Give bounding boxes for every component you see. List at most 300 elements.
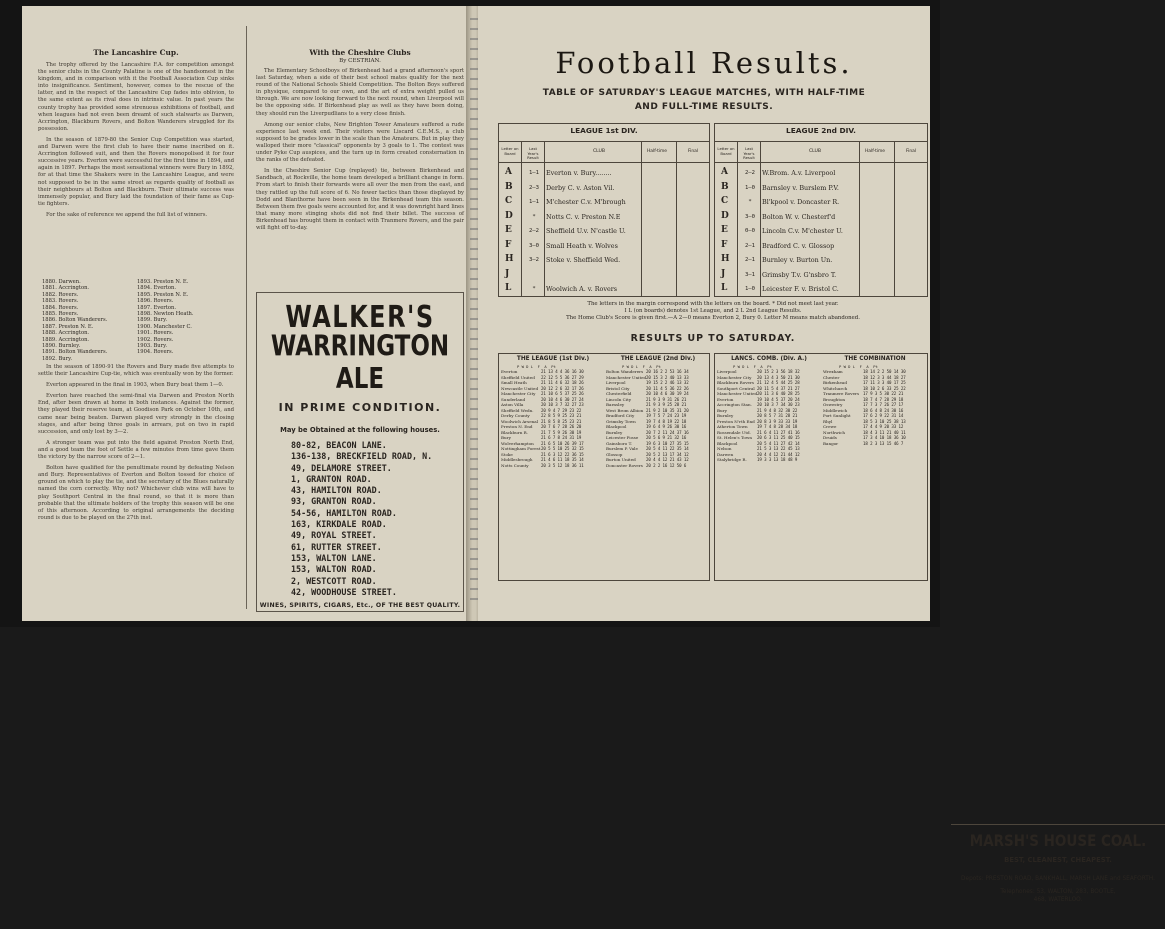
- ad-house: 43, HAMILTON ROAD.: [291, 485, 382, 496]
- last-year-result: 3—0: [744, 213, 756, 220]
- team-name: Birkenhead: [823, 380, 847, 385]
- team-name: Everton: [717, 396, 734, 402]
- last-year-result: 1—0: [744, 184, 756, 191]
- team-name: Bristol City: [606, 385, 630, 391]
- team-stats: 17 3 4 10 18 36 10: [863, 435, 906, 440]
- team-name: Blackburn R.: [501, 429, 529, 435]
- team-name: Northwich: [823, 429, 846, 435]
- winner-entry: 1882. Rovers.: [42, 291, 79, 298]
- hdr-club: CLUB: [592, 149, 606, 154]
- match-row: [499, 195, 709, 210]
- table-header: P W D L F A Pt: [606, 364, 661, 369]
- board-letter: H: [505, 254, 514, 264]
- team-stats: 18 14 2 2 50 14 30: [863, 369, 906, 374]
- last-year-result: 1—1: [528, 199, 540, 205]
- board-letter: J: [721, 268, 726, 279]
- winner-row: [42, 356, 232, 362]
- match-row: [715, 239, 927, 254]
- ad-footer: WINES, SPIRITS, CIGARS, Etc., OF THE BEST QUALITY.: [259, 602, 461, 610]
- team-stats: 20 5 4 11 27 42 14: [757, 440, 800, 446]
- team-name: Sheffield United: [501, 374, 535, 380]
- lancashire-para-4: In the season of 1890-91 the Rovers and Bury made five attempts to settle their Lancashire Cup-tie, which was eventually won by the former.: [38, 364, 234, 378]
- cheshire-heading: With the Cheshire Clubs: [309, 48, 411, 57]
- last-year-result: *: [532, 286, 536, 292]
- team-name: Bury: [717, 407, 727, 413]
- team-name: Everton: [501, 369, 518, 374]
- table-row: [501, 463, 605, 469]
- ad-condition: IN PRIME CONDITION.: [278, 401, 442, 414]
- marsh-telephones: [951, 888, 1165, 905]
- hdr-last: Last Year's Result: [527, 146, 539, 161]
- team-name: Preston N'rth End: [717, 418, 755, 424]
- marsh-heading: MARSH'S HOUSE COAL.: [969, 831, 1147, 851]
- team-name: Doncaster Rovers: [606, 462, 643, 468]
- last-year-result: 1—1: [528, 170, 540, 176]
- match-row: [499, 239, 709, 254]
- cheshire-article: [256, 48, 464, 232]
- team-name: Bangor: [823, 440, 839, 446]
- winner-entry: 1899. Bury.: [137, 317, 168, 324]
- team-name: Manchester City: [501, 391, 536, 396]
- table-row: [717, 457, 821, 463]
- team-name: Wrexham: [823, 369, 843, 374]
- team-name: Chesterfield: [606, 391, 632, 396]
- match-row: [499, 181, 709, 196]
- league-2-title: LEAGUE 2nd DIV.: [786, 126, 856, 135]
- league-1-title: LEAGUE 1st DIV.: [570, 126, 638, 135]
- team-name: Wolverhampton: [501, 440, 534, 446]
- board-letter: C: [505, 196, 513, 206]
- match-row: [499, 166, 709, 181]
- team-stats: 20 8 5 7 31 28 21: [757, 413, 798, 418]
- league-1st-div-table: [501, 356, 605, 468]
- fixture: Grimsby T.v. G'nsbro T.: [762, 270, 837, 279]
- league-2nd-div-table: [606, 356, 710, 468]
- team-stats: 20 7 6 7 28 26 20: [541, 424, 582, 429]
- team-stats: 19 6 3 10 27 35 15: [646, 440, 689, 446]
- team-name: Atherton Town: [717, 424, 748, 429]
- lancashire-para-3: For the sake of reference we append the full list of winners.: [46, 211, 208, 218]
- match-row: [499, 268, 709, 283]
- team-name: Rhyl: [823, 418, 833, 424]
- team-name: Bradford City: [606, 413, 635, 418]
- team-name: Nelson: [717, 446, 732, 451]
- table-title: THE COMBINATION: [844, 356, 906, 362]
- marsh-depots: Depots: PRESTON ROAD, BANKHALL, MARSH LANE and SEAFORTH.: [961, 876, 1155, 882]
- ad-house: 136-138, BRECKFIELD ROAD, N.: [291, 451, 433, 462]
- table-title: THE LEAGUE (2nd Div.): [620, 356, 696, 362]
- board-letter: C: [721, 196, 729, 206]
- winner-entry: 1884. Rovers.: [42, 304, 79, 311]
- team-stats: 20 4 4 12 21 44 12: [757, 451, 800, 457]
- board-letter: J: [505, 268, 510, 279]
- ad-house: 61, RUTTER STREET.: [291, 541, 382, 552]
- match-row: [715, 268, 927, 283]
- hdr-last: Last Year's Result: [743, 146, 755, 161]
- team-stats: 22 8 5 9 25 23 21: [541, 413, 582, 418]
- lancashire-para-6: Everton have reached the semi-final via Darwen and Preston North End, after been drawn at home in both instances. Against the former, they played their reserve team, at Goodison Park on October 10th, and came near being beaten. Darwen played very strongly in the closing stages, and after being three goals in arrears, put on two in rapid succession, and only lost by 3—2.: [38, 393, 234, 435]
- team-stats: 17 7 3 7 26 27 17: [863, 402, 904, 407]
- subtitle-line-1: TABLE OF SATURDAY'S LEAGUE MATCHES, WITH HALF-TIME: [542, 88, 866, 98]
- winner-entry: [137, 356, 232, 362]
- team-name: Woolwich Arsenal: [501, 418, 539, 424]
- last-year-result: 2—1: [744, 242, 756, 249]
- team-stats: 21 9 3 9 25 28 21: [646, 402, 687, 407]
- team-name: Notts County: [501, 462, 529, 468]
- lancashire-para-8: Bolton have qualified for the penultimate round by defeating Nelson and Bury. Representatives of Everton and Bolton tossed for choice of ground on which to play the tie, and the secretary of the Blues naturally named the corn correctly. Why not? Whichever club wins will have to play Southport Central in the final round, so that it is more than probable that the ultimate holders of the trophy this season will be one of this afternoon. According to original arrangements the deciding round is due to be played on the 27th inst.: [38, 465, 234, 521]
- team-name: Rossendale Utd.: [717, 429, 751, 435]
- team-stats: 19 7 4 8 28 34 18: [757, 424, 798, 429]
- team-name: Accrington Stan.: [717, 402, 752, 407]
- board-key-note: [498, 301, 928, 323]
- team-name: Preston N. End: [501, 424, 533, 429]
- lancashire-para-2: In the season of 1879-80 the Senior Cup Competition was started, and Darwen were the first club to have their name inscribed on it. Accrington followed suit, and then the Rovers monopolised it for four successive years. Everton were successful for the first time in 1894, and again in 1897. Perhaps the most sensational winners were Bury in 1892, for at that time the Shakers were in the Lancashire League, and were not supposed to be in the same street as regards quality of football as their neighbours at Bolton and Blackburn. Their ultimate success was immensely popular, and Bury laid the foundation of their fame as Cup-tie fighters.: [38, 136, 234, 207]
- ad-house: 153, WALTON LANE.: [291, 552, 377, 563]
- winner-entry: 1895. Preston N. E.: [137, 291, 189, 298]
- team-name: Chester: [823, 374, 840, 380]
- team-name: Liverpool: [717, 369, 737, 374]
- match-row: [715, 166, 927, 181]
- fixture: Bradford C. v. Glossop: [762, 241, 835, 250]
- lancashire-continued: [38, 364, 234, 522]
- last-year-result: 3—2: [528, 257, 540, 263]
- team-stats: 21 11 4 6 32 18 26: [541, 380, 584, 385]
- last-year-result: 1—0: [744, 286, 756, 292]
- fixture: Sheffield U.v. N'castle U.: [546, 227, 626, 235]
- team-name: Oswestry: [823, 402, 843, 407]
- table-row: [823, 441, 927, 447]
- team-stats: 18 4 3 11 21 40 11: [863, 429, 906, 435]
- team-stats: 19 7 4 8 19 22 18: [646, 418, 687, 424]
- team-stats: 17 11 3 3 40 17 25: [863, 380, 906, 385]
- winner-entry: 1902. Rovers.: [137, 336, 174, 343]
- board-letter: L: [505, 283, 512, 293]
- team-name: Whitchurch: [823, 385, 848, 391]
- fixture: Small Heath v. Wolves: [546, 241, 618, 250]
- team-name: Small Heath: [501, 380, 527, 385]
- fixture: Lincoln C.v. M'chester U.: [762, 227, 843, 235]
- team-stats: 21 7 5 9 26 30 19: [541, 429, 582, 435]
- team-name: Liverpool: [606, 380, 626, 385]
- winner-entry: 1901. Rovers.: [137, 330, 174, 337]
- league-1-header: [499, 141, 709, 163]
- team-name: Manchester United: [606, 374, 647, 380]
- last-year-result: 2—1: [744, 257, 756, 263]
- hdr-final: Final: [687, 149, 699, 154]
- table-header: P W D L F A Pt: [823, 364, 878, 369]
- team-name: Gainsboro T.: [606, 440, 632, 446]
- team-stats: 21 9 3 9 31 26 21: [646, 396, 687, 402]
- team-stats: 20 5 5 10 25 32 15: [541, 446, 584, 451]
- subtitle-line-2: AND FULL-TIME RESULTS.: [634, 102, 774, 112]
- hdr-half: Half-time: [646, 149, 668, 154]
- team-name: Burslem P. Vale: [606, 446, 638, 451]
- board-letter: D: [721, 210, 729, 221]
- team-stats: 20 5 2 13 17 34 12: [646, 451, 689, 457]
- winner-entry: 1880. Darwen.: [42, 279, 81, 285]
- team-stats: 18 12 3 3 44 18 27: [863, 374, 906, 380]
- note-line-2: I L (on boards) denotes 1st League, and 2 L 2nd League Results.: [624, 308, 802, 315]
- winner-entry: 1898. Newton Heath.: [137, 311, 194, 318]
- league-tables-box: [498, 353, 710, 581]
- lancashire-heading: The Lancashire Cup.: [93, 48, 179, 57]
- winner-entry: 1889. Accrington.: [42, 336, 90, 343]
- league-1st-div-box: [498, 123, 710, 297]
- league-2nd-div-box: [714, 123, 928, 297]
- table-row: [606, 463, 710, 469]
- walkers-ale-advert: [256, 292, 464, 612]
- ad-house: 80-82, BEACON LANE.: [291, 440, 387, 450]
- team-stats: 18 5 3 10 25 38 13: [863, 418, 906, 424]
- fixture: Stoke v. Sheffield Wed.: [546, 256, 621, 264]
- team-stats: 20 2 2 16 12 50 6: [646, 462, 687, 468]
- team-stats: 21 4 6 11 18 35 14: [541, 457, 584, 462]
- board-letter: E: [505, 225, 512, 235]
- cheshire-para-1: The Elementary Schoolboys of Birkenhead had a grand afternoon's sport last Saturday, when a side of their best school mates qualify for the next round of the National Schools Shield Competition. The Bolton Boys suffered in physique, compared to our own, and the art of extra weight pulled us through. We are now looking forward to the next round, when Liverpool will be the opposing side. If Birkenhead play as well as they have been doing, they should run the Liverpudlians to a very close finish.: [256, 68, 464, 117]
- team-name: Nottingham Forest: [501, 446, 541, 451]
- ad-house: 2, WESTCOTT ROAD.: [291, 575, 377, 586]
- team-stats: 21 9 4 8 32 30 22: [757, 407, 798, 413]
- team-name: Blackpool: [606, 424, 627, 429]
- team-name: Sunderland: [501, 396, 526, 402]
- team-name: Broughton: [823, 396, 846, 402]
- winner-entry: 1890. Burnley.: [42, 343, 81, 350]
- table-title: LANCS. COMB. (Div. A.): [731, 356, 807, 362]
- winner-entry: 1894. Everton.: [137, 285, 176, 292]
- team-name: Middlesbrough: [501, 457, 533, 462]
- match-row: [499, 224, 709, 239]
- ad-house: 49, ROYAL STREET.: [291, 530, 377, 541]
- team-name: Blackpool: [717, 440, 738, 446]
- team-stats: 18 6 4 8 24 30 16: [863, 407, 904, 413]
- hdr-letter: Letter on Board: [717, 146, 735, 156]
- team-name: Druids: [823, 435, 837, 440]
- match-row: [715, 195, 927, 210]
- winner-entry: 1891. Bolton Wanderers.: [42, 349, 108, 356]
- fixture: Bl'kpool v. Doncaster R.: [762, 198, 840, 206]
- winner-entry: 1903. Bury.: [137, 343, 168, 350]
- winner-entry: 1893. Preston N. E.: [137, 279, 189, 285]
- winner-entry: 1900. Manchester C.: [137, 323, 192, 330]
- combination-table: [823, 356, 927, 446]
- winner-entry: 1885. Rovers.: [42, 311, 79, 318]
- team-name: Stoke: [501, 451, 513, 457]
- team-stats: 20 11 4 5 36 22 26: [646, 385, 689, 391]
- team-stats: 21 13 4 4 36 16 30: [541, 369, 584, 374]
- marsh-coal-advert: [951, 824, 1165, 929]
- hdr-final: Final: [905, 149, 917, 154]
- team-name: Derby County: [501, 413, 530, 418]
- team-name: Newcastle United: [501, 385, 539, 391]
- team-name: Blackburn Rovers: [717, 380, 755, 385]
- team-stats: 20 8 3 9 33 33 19: [757, 418, 798, 424]
- last-year-result: 2—2: [744, 170, 756, 176]
- fixture: Barnsley v. Burslem P.V.: [762, 183, 839, 192]
- hdr-half: Half-time: [864, 149, 886, 154]
- team-stats: 21 10 6 5 37 25 26: [541, 391, 584, 396]
- team-name: Aston Villa: [501, 402, 524, 407]
- team-stats: 19 3 3 13 18 48 9: [757, 457, 798, 462]
- winner-entry: 1886. Bolton Wanderers.: [42, 317, 108, 324]
- team-name: Burnley: [717, 413, 734, 418]
- fixture: Everton v. Bury........: [546, 169, 612, 177]
- table-header: P W D L F A Pt: [717, 364, 772, 369]
- team-stats: 18 7 4 7 28 29 18: [863, 396, 904, 402]
- match-row: [499, 210, 709, 225]
- marsh-telephones-2: 468, WATERLOO.: [1033, 897, 1083, 903]
- team-name: Manchester United: [717, 391, 758, 396]
- winner-entry: 1881. Accrington.: [42, 285, 90, 292]
- board-letter: A: [721, 167, 728, 177]
- football-results-title: Football Results.: [555, 46, 853, 80]
- other-tables-box: [714, 353, 1155, 903]
- team-stats: 20 9 4 7 29 23 22: [541, 407, 582, 413]
- winner-entry: 1887. Preston N. E.: [42, 323, 94, 330]
- ad-house: 93, GRANTON ROAD.: [291, 496, 377, 507]
- board-letter: A: [505, 167, 512, 177]
- team-stats: 19 7 5 7 24 23 19: [646, 413, 687, 418]
- table-title: THE LEAGUE (1st Div.): [516, 356, 590, 362]
- cheshire-para-3: In the Cheshire Senior Cup (replayed) tie, between Birkenhead and Sandbach, at Rockville, the home team developed a brilliant change in form. From start to finish their forwards were all over the men from the east, and they rattled up the full score of 6. No fewer tactics than those displayed by Dodd and Blanthorne have been seen in the Birkenhead team this season. Between them five goals were accounted for, and it was downright hard lines that many more stinging shots did not find their billet. The success of Birkenhead has brought them in contact with Tranmere Rovers, and the pair will fight off to-day.: [256, 168, 464, 231]
- fixture: Notts C. v. Preston N.E: [546, 212, 621, 221]
- fixture: M'chester C.v. M'brough: [546, 198, 626, 206]
- league-2-header: [715, 141, 927, 163]
- team-stats: 21 6 3 12 22 36 15: [541, 451, 584, 457]
- team-name: Glossop: [606, 451, 623, 457]
- fixture: Bolton W. v. Chesterf'd: [762, 212, 836, 221]
- team-name: West Brom Albion: [606, 407, 644, 413]
- hdr-club: CLUB: [808, 149, 822, 154]
- fixture: Woolwich A. v. Rovers: [546, 285, 618, 293]
- match-row: [499, 282, 709, 297]
- team-stats: 21 5 3 13 22 45 13: [757, 446, 800, 451]
- fixture: Derby C. v. Aston Vil.: [546, 183, 615, 192]
- ad-obtain-line: May be Obtained at the following houses.: [280, 426, 440, 434]
- team-name: Stalybridge R.: [717, 457, 747, 462]
- team-stats: 21 6 5 10 26 39 17: [541, 440, 584, 446]
- last-year-result: 2—3: [528, 184, 540, 191]
- last-year-result: *: [748, 199, 752, 205]
- ad-product: WARRINGTON ALE: [270, 330, 450, 396]
- winner-entry: 1896. Rovers.: [137, 298, 174, 305]
- last-year-result: 0—0: [744, 228, 756, 234]
- team-stats: 20 5 4 11 22 35 14: [646, 446, 689, 451]
- team-stats: 21 8 5 8 25 23 21: [541, 418, 582, 424]
- team-stats: 17 4 4 9 20 33 12: [863, 424, 904, 429]
- marsh-slogan: BEST, CLEANEST, CHEAPEST.: [1004, 856, 1112, 864]
- hdr-letter: Letter on Board: [501, 146, 519, 156]
- last-year-result: *: [532, 213, 536, 220]
- team-stats: 19 15 2 2 46 13 32: [646, 380, 689, 385]
- team-stats: 21 9 2 10 35 31 20: [646, 407, 689, 413]
- team-stats: 22 12 5 5 36 27 29: [541, 374, 584, 380]
- team-name: Manchester City: [717, 374, 752, 380]
- team-name: Port Sunlight: [823, 413, 851, 418]
- cheshire-para-2: Among our senior clubs, New Brighton Tower Amateurs suffered a rude experience last week end. Their visitors were Liscard C.E.M.S., a club supposed to be grades lower in the scale than the Amateurs. But in play they walloped their more "classical" opponents by 3 goals to 1. The contest was under Pyke Cup auspices, and the turn up in form created consternation in the ranks of the defeated.: [256, 121, 464, 164]
- team-stats: 20 15 3 2 40 13 33: [646, 374, 689, 380]
- board-letter: F: [721, 239, 728, 250]
- cheshire-byline: By CESTRIAN.: [339, 58, 381, 64]
- ad-house-list: [291, 440, 463, 598]
- fixture: Burnley v. Burton Un.: [762, 256, 833, 264]
- team-stats: 21 6 4 11 27 41 16: [757, 429, 800, 435]
- team-name: Crewe: [823, 424, 837, 429]
- match-row: [715, 253, 927, 268]
- board-letter: E: [721, 225, 728, 235]
- team-stats: 20 5 6 9 21 32 16: [646, 435, 687, 440]
- team-name: Bolton Wanderers: [606, 369, 644, 374]
- team-stats: 20 11 5 4 37 21 27: [757, 385, 800, 391]
- match-row: [499, 253, 709, 268]
- last-year-result: 3—0: [528, 242, 540, 249]
- team-stats: 20 10 3 7 32 27 23: [541, 402, 584, 407]
- team-stats: 20 3 5 12 18 36 11: [541, 462, 584, 468]
- match-row: [715, 181, 927, 196]
- results-up-to-saturday-title: RESULTS UP TO SATURDAY.: [630, 333, 796, 344]
- marsh-telephones-1: Telephones: 53, WALTON, 283, BOOTLE,: [1000, 888, 1116, 895]
- team-stats: 20 10 4 6 30 27 24: [541, 396, 584, 402]
- ad-brand: WALKER'S: [285, 299, 435, 335]
- board-letter: B: [721, 181, 729, 192]
- team-name: Leicester Fosse: [606, 435, 639, 440]
- column-divider: [246, 26, 247, 609]
- team-stats: 18 10 2 6 33 25 22: [863, 385, 906, 391]
- board-letter: L: [721, 283, 728, 293]
- table-header: P W D L F A Pt: [501, 364, 556, 369]
- lancashire-para-5: Everton appeared in the final in 1903, when Bury beat them 1—0.: [46, 382, 224, 389]
- team-stats: 20 11 3 6 40 28 25: [757, 391, 800, 396]
- team-name: Burton United: [606, 457, 636, 462]
- cup-winners-list: [42, 279, 232, 362]
- team-name: Southport Central: [717, 385, 755, 391]
- team-name: Middlewich: [823, 407, 848, 413]
- team-stats: 20 6 3 11 25 40 15: [757, 435, 800, 440]
- team-name: Sheffield Wedn.: [501, 407, 534, 413]
- team-name: St. Helen's Town: [717, 435, 752, 440]
- team-name: Barnsley: [606, 402, 625, 407]
- team-stats: 21 12 4 5 44 25 28: [757, 380, 800, 385]
- winner-entry: 1892. Bury.: [42, 355, 73, 362]
- board-letter: D: [505, 210, 513, 221]
- winner-entry: 1897. Everton.: [137, 304, 176, 311]
- lancs-comb-table: [717, 356, 821, 463]
- lancashire-para-1: The trophy offered by the Lancashire F.A. for competition amongst the senior clubs in the County Palatine is one of the handsomest in the kingdom, and in comparison with it the Football Association Cup sinks into insignificance. Sentiment, however, comes to the rescue of the latter, and in the respect of the Lancashire Cup fades into oblivion, to the same extent as its rival does in intrinsic value. In past years the county trophy has provided some strenuous exhibitions of football, and when leagues had not even been dreamt of such stalwarts as Darwen, Accrington, Blackburn Rovers, and Bolton Wanderers struggled for its possession.: [38, 62, 234, 132]
- team-stats: 19 10 4 5 37 20 24: [757, 396, 800, 402]
- team-stats: 20 7 2 11 24 37 16: [646, 429, 689, 435]
- last-year-result: 3—1: [744, 271, 756, 278]
- note-line-1: The letters in the margin correspond with the letters on the board. * Did not meet last year.: [587, 301, 839, 307]
- team-name: Grimsby Town: [606, 418, 636, 424]
- last-year-result: 2—2: [528, 228, 540, 234]
- winner-entry: 1883. Rovers.: [42, 298, 79, 305]
- lancashire-cup-article: [38, 48, 234, 219]
- team-name: Burnley: [606, 429, 623, 435]
- winner-entry: 1888. Accrington.: [42, 330, 90, 337]
- note-line-3: The Home Club's Score is given first.—A 2—0 means Everton 2, Bury 0. Letter M means match abandoned.: [566, 315, 860, 322]
- board-letter: B: [505, 181, 513, 192]
- ad-house: 1, GRANTON ROAD.: [291, 473, 372, 484]
- team-stats: 17 6 2 9 22 31 14: [863, 413, 904, 418]
- match-row: [715, 282, 927, 297]
- ad-house: 54-56, HAMILTON ROAD.: [291, 507, 397, 518]
- team-stats: 20 10 4 6 30 19 24: [646, 391, 689, 396]
- team-stats: 20 12 2 6 32 17 26: [541, 385, 584, 391]
- ad-house: 163, KIRKDALE ROAD.: [291, 519, 387, 530]
- team-stats: 18 2 3 13 15 46 7: [863, 440, 904, 446]
- ad-house: 49, DELAMORE STREET.: [291, 462, 392, 473]
- winner-entry: 1904. Rovers.: [137, 349, 174, 356]
- team-stats: 17 9 3 5 30 22 21: [863, 391, 904, 396]
